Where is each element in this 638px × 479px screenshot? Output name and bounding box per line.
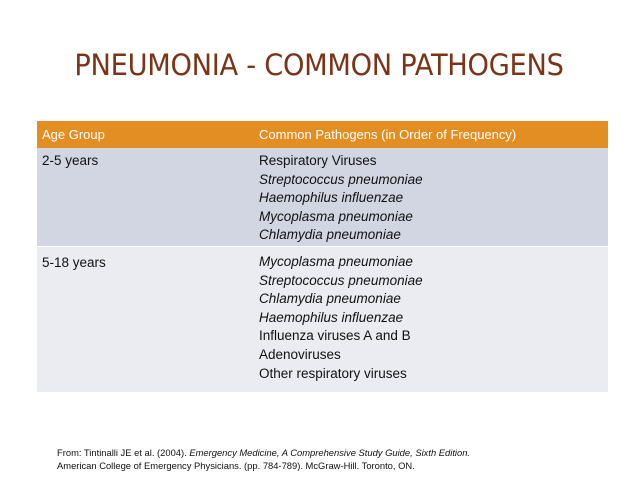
citation-line-1 — [57, 446, 470, 459]
pathogen-item: Chlamydia pneumoniae — [259, 227, 401, 243]
header-common-pathogens: Common Pathogens (in Order of Frequency) — [259, 127, 517, 142]
pathogen-item: Respiratory Viruses — [259, 153, 377, 168]
pathogen-item: Other respiratory viruses — [259, 365, 407, 381]
slide-title: PNEUMONIA - COMMON PATHOGENS — [74, 48, 564, 82]
age-group-cell: 5-18 years — [42, 255, 106, 270]
source-citation — [57, 446, 470, 472]
table-row — [37, 148, 608, 247]
pathogen-item: Streptococcus pneumoniae — [259, 171, 423, 187]
pathogen-item: Haemophilus influenzae — [259, 309, 404, 325]
pathogens-table — [37, 121, 608, 392]
pathogens-cell — [254, 247, 608, 392]
pathogen-item: Influenza viruses A and B — [259, 328, 411, 344]
citation-authors: From: Tintinalli JE et al. (2004). — [57, 447, 190, 458]
pathogen-item: Mycoplasma pneumoniae — [259, 208, 413, 224]
citation-line-2: American College of Emergency Physicians. (pp. 784-789). McGraw-Hill. Toronto, ON. — [57, 460, 415, 471]
pathogen-item: Chlamydia pneumoniae — [259, 291, 401, 307]
pathogen-item: Mycoplasma pneumoniae — [259, 254, 413, 269]
citation-book-title: Emergency Medicine, A Comprehensive Study Guide, Sixth Edition. — [189, 447, 471, 458]
table-row — [37, 247, 608, 392]
header-age-group: Age Group — [42, 127, 105, 142]
pathogen-item: Adenoviruses — [259, 346, 341, 362]
pathogen-item: Haemophilus influenzae — [259, 190, 404, 206]
pathogens-cell — [254, 148, 608, 246]
pathogen-item: Streptococcus pneumoniae — [259, 272, 423, 288]
age-group-cell: 2-5 years — [42, 153, 99, 168]
table-header-row — [37, 121, 608, 148]
